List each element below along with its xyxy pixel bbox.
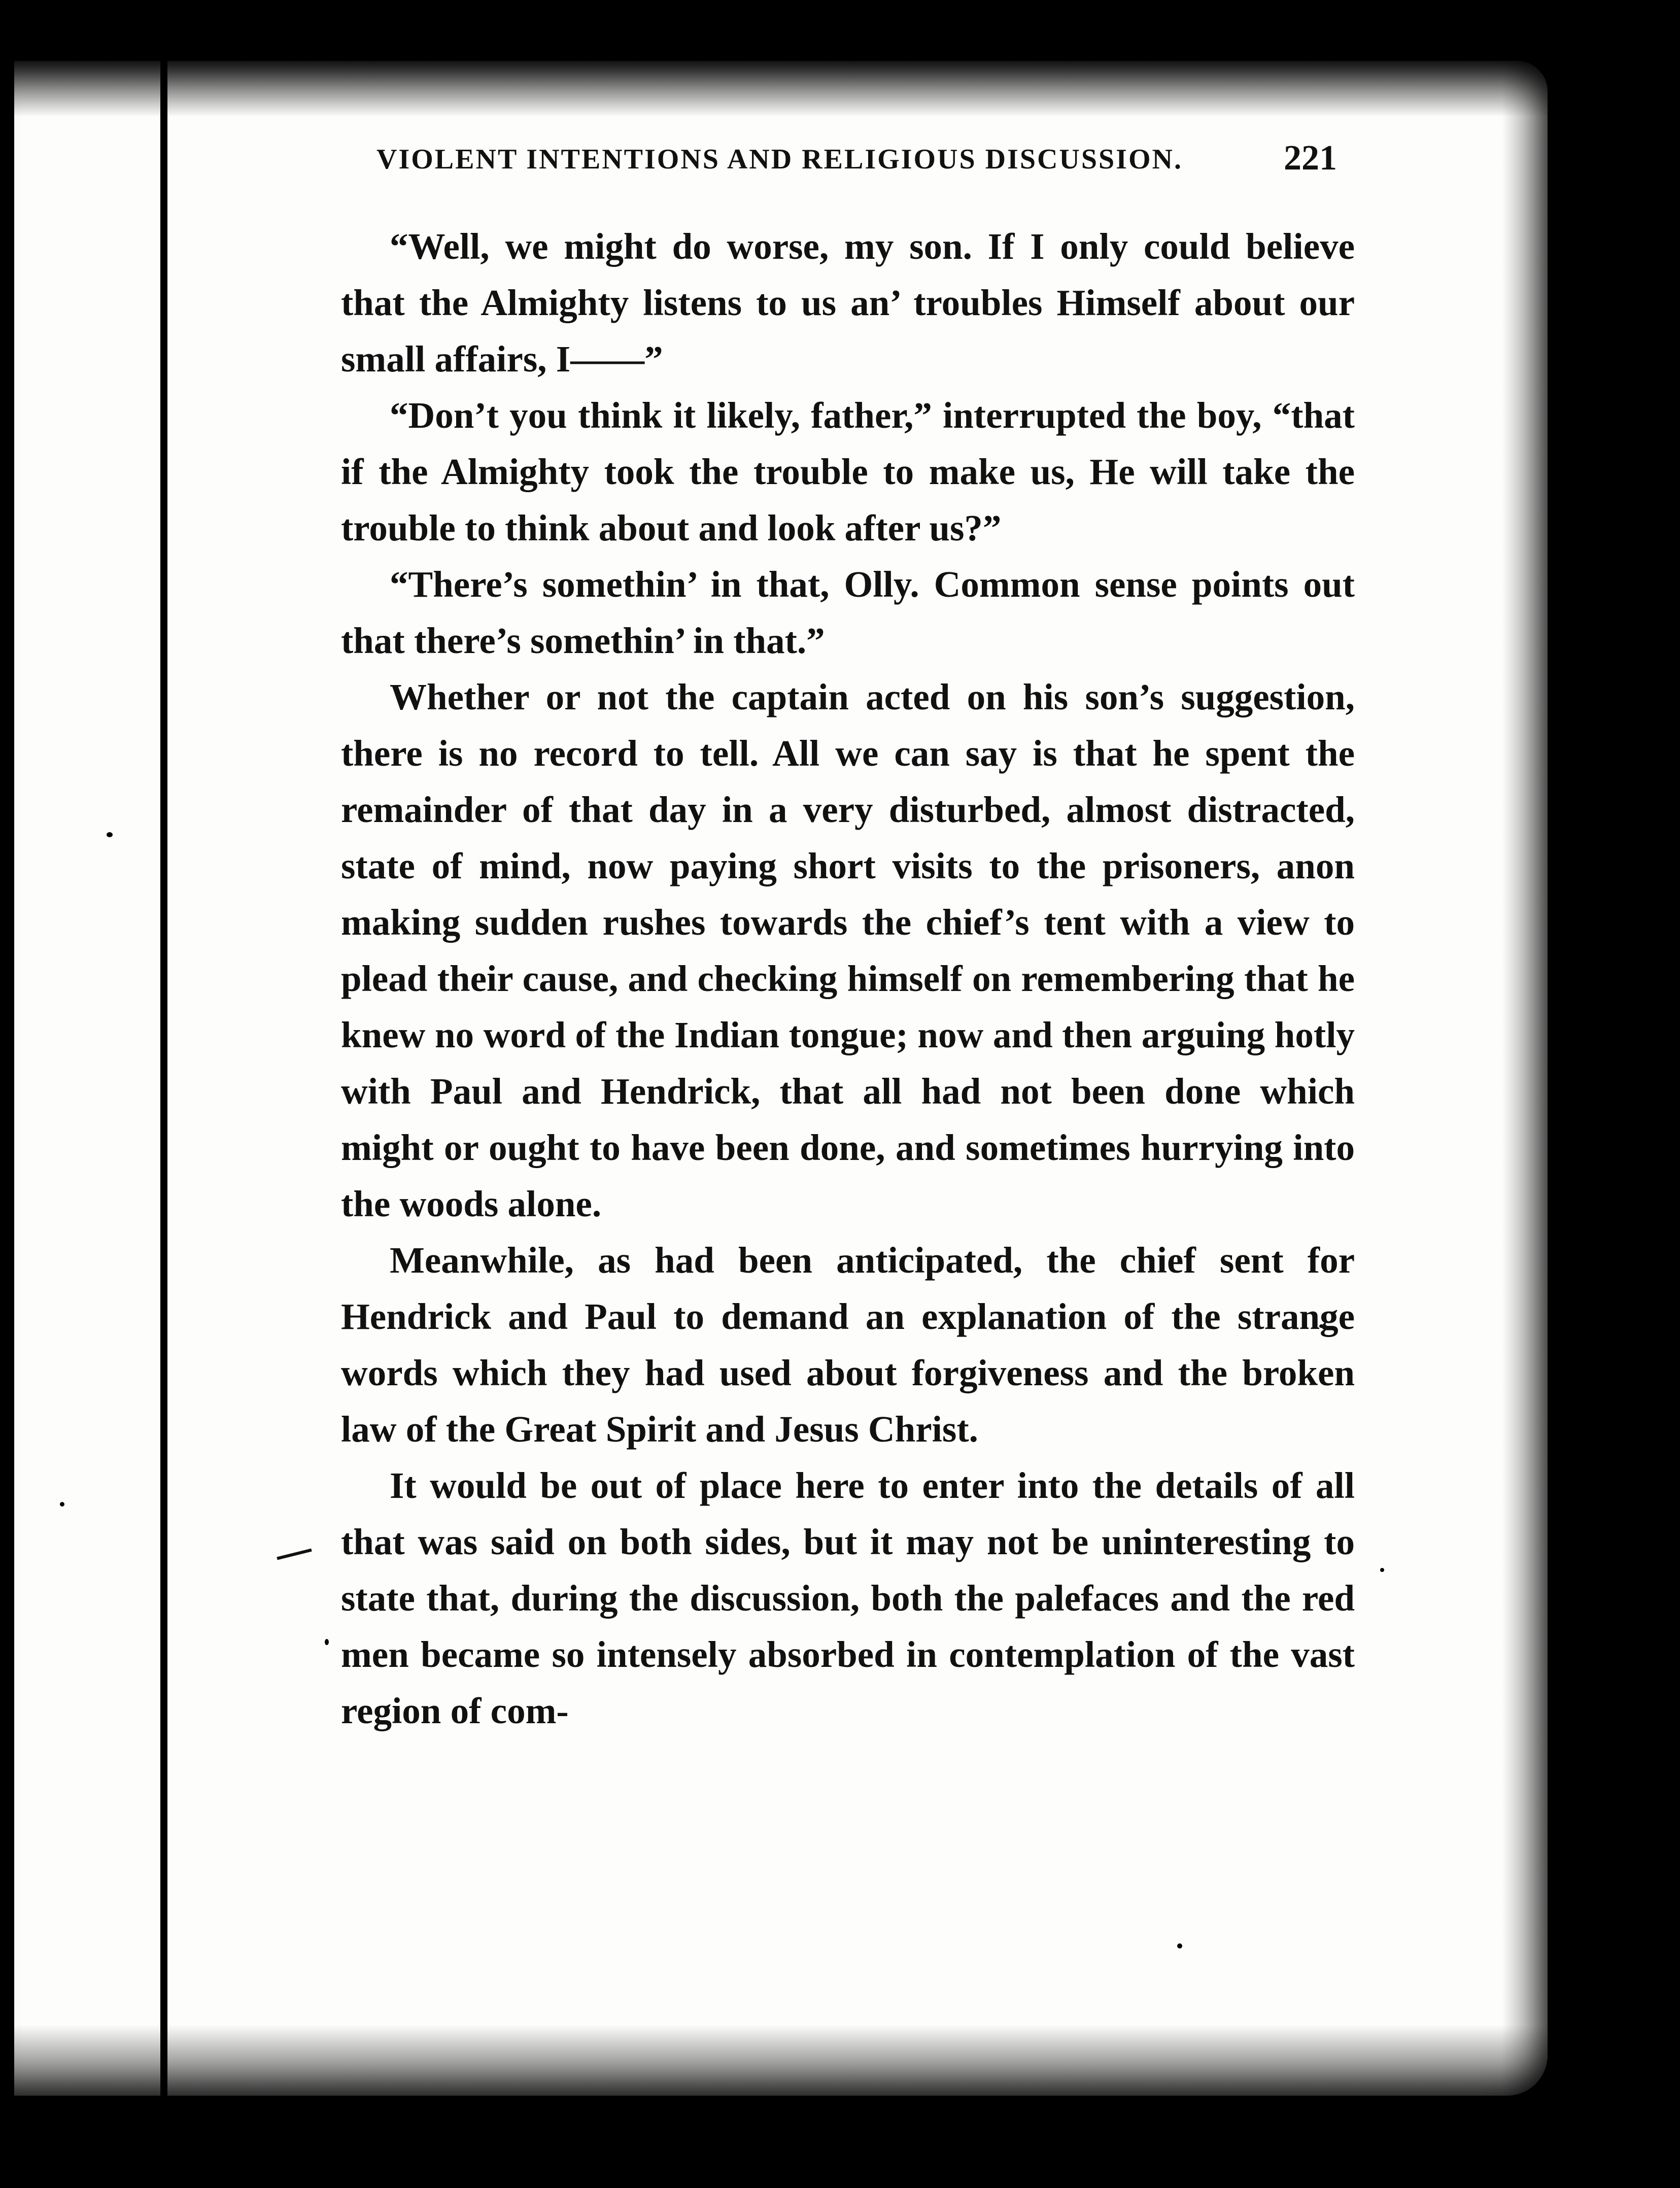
binding-gutter-line [160, 30, 167, 2162]
running-head: VIOLENT INTENTIONS AND RELIGIOUS DISCUSSION. [376, 144, 1183, 175]
paragraph: “Don’t you think it likely, father,” interrupted the boy, “that if the Almighty took the trouble to make us, He will take the trouble to think about and look after us?” [341, 395, 1355, 549]
paragraph: “There’s somethin’ in that, Olly. Common sense points out that there’s somethin’ in that.” [341, 564, 1355, 661]
scan-top-edge [0, 0, 1680, 117]
paragraph: Meanwhile, as had been anticipated, the chief sent for Hendrick and Paul to demand an explanation of the strange words which they had used about forgiveness and the broken law of the Great Spirit and Jesus Christ. [341, 1240, 1355, 1450]
scan-right-edge [1502, 0, 1680, 2188]
scan-speck [1380, 1568, 1384, 1572]
scan-speck [1177, 1943, 1182, 1948]
scan-speck [107, 832, 113, 837]
paragraph: “Well, we might do worse, my son. If I only could believe that the Almighty listens to us an’ troubles Himself about our small affairs, I——” [341, 226, 1355, 380]
scan-left-edge [0, 0, 14, 2188]
page-number: 221 [1284, 139, 1337, 178]
scan-speck [60, 1502, 64, 1507]
paragraph: It would be out of place here to enter into the details of all that was said on both sides, but it may not be uninteresting to state that, during the discussion, both the palefaces and the red men became so intensely absorbed in contemplation of the vast region of com- [341, 1465, 1355, 1731]
body-text [341, 218, 1355, 1739]
scan-speck [325, 1639, 329, 1645]
paragraph: Whether or not the captain acted on his son’s suggestion, there is no record to tell. All we can say is that he spent the remainder of that day in a very disturbed, almost distracted, state of mind, now paying short visits to the prisoners, anon making sudden rushes towards the chief’s tent with a view to plead their cause, and checking himself on remembering that he knew no word of the Indian tongue; now and then arguing hotly with Paul and Hendrick, that all had not been done which might or ought to have been done, and sometimes hurrying into the woods alone. [341, 676, 1355, 1224]
scan-bottom-edge [0, 2025, 1680, 2188]
